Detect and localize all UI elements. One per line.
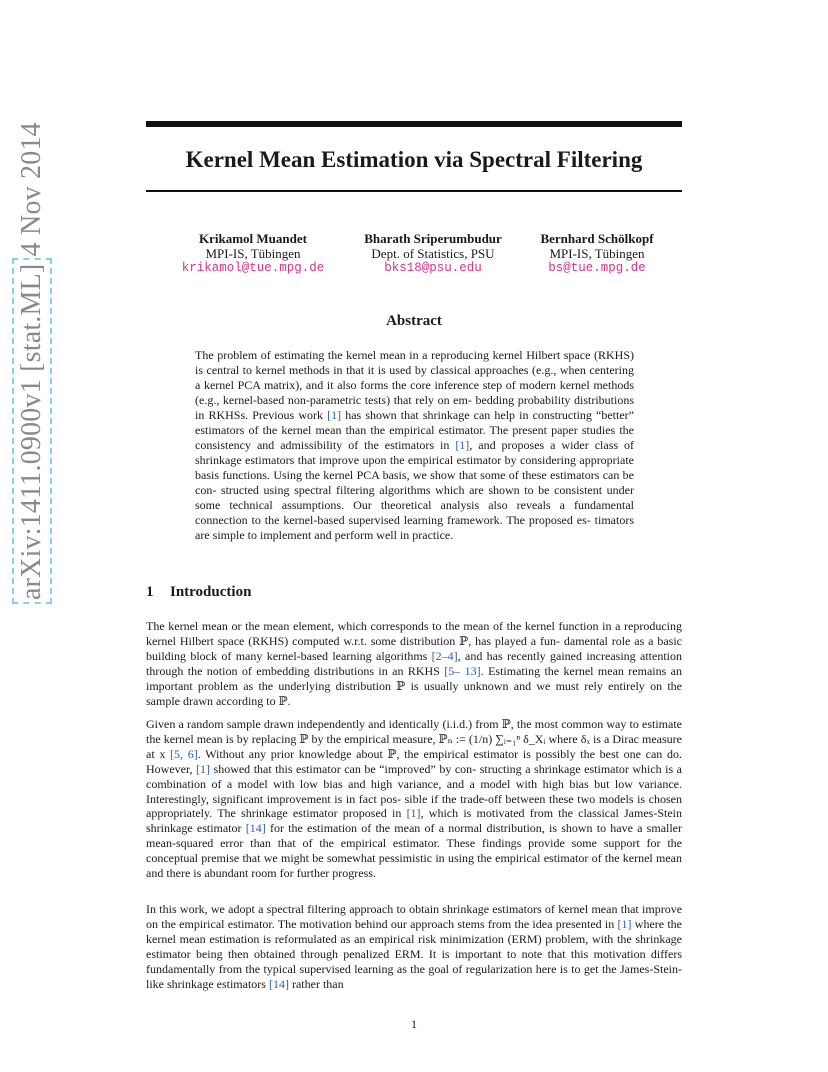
text-line: structing a shrinkage estimator which is a combination of a model with low bias and high variance, [146, 761, 683, 791]
section-heading [146, 584, 251, 601]
text-line: shrinkage can help in constructing “better” estimators of the kernel mean than the [195, 408, 634, 437]
paragraph [146, 619, 682, 708]
author-email-link[interactable]: bks18@psu.edu [384, 261, 482, 275]
author-name: Krikamol Muandet [199, 231, 307, 246]
author-block [522, 231, 672, 276]
author-affiliation: MPI-IS, Tübingen [549, 246, 645, 261]
author-block [168, 231, 338, 276]
text-line: structed using spectral filtering algorithms which are shown to be consistent under [220, 483, 634, 497]
section-number: 1 [146, 584, 154, 600]
text-line: 13]. Estimating the kernel mean remains an important problem as the underlying distribution ℙ is [146, 663, 683, 693]
title-rule-top [146, 121, 682, 127]
text-line: Given a random sample drawn independently and identically (i.i.d.) from ℙ, the most common way [146, 717, 627, 731]
citation-link[interactable]: 13] [464, 663, 481, 678]
text-line: of the estimators in [1], and proposes a wider class of shrinkage estimators that [195, 438, 634, 467]
abstract-heading: Abstract [386, 313, 442, 329]
text-line: that improve on the empirical estimator. The motivation behind our approach stems from the idea [146, 902, 683, 931]
text-line: damental role as a basic building block of many kernel-based learning algorithms [2–4], and has [146, 633, 682, 663]
author-name: Bernhard Schölkopf [540, 231, 654, 246]
text-line: In this work, we adopt a spectral filtering approach to obtain shrinkage estimators of kernel mean [146, 902, 618, 916]
text-line: important to note that this motivation differs fundamentally from the typical supervised learning as [146, 946, 683, 976]
citation-link[interactable]: [1] [455, 438, 470, 452]
text-line: some technical assumptions. Our theoretical analysis also reveals a fundamental [195, 498, 634, 512]
text-line: timators are simple to implement and perform well in practice. [195, 513, 634, 542]
text-line: empirical estimator. The present paper studies the consistency and admissibility [195, 423, 634, 452]
author-name: Bharath Sriperumbudur [364, 231, 502, 246]
author-block [348, 231, 518, 276]
abstract-body [195, 348, 634, 543]
citation-link[interactable]: [1] [196, 761, 211, 776]
author-affiliation: MPI-IS, Tübingen [205, 246, 301, 261]
text-line: reproducing kernel Hilbert space (RKHS) computed w.r.t. some distribution ℙ, has played a fun- [146, 619, 683, 648]
citation-link[interactable]: [1] [406, 806, 421, 821]
text-line: connection to the kernel-based supervised learning framework. The proposed es- [195, 513, 591, 527]
text-line: usually unknown and we must rely entirely on the sample drawn according to ℙ. [146, 678, 682, 708]
text-line: Using the kernel PCA basis, we show that some of these estimators can be con- [195, 468, 635, 497]
author-affiliation: Dept. of Statistics, PSU [371, 246, 495, 261]
citation-link[interactable]: [14] [245, 821, 266, 836]
text-line: that of the empirical estimator. These findings provide some support for the conceptual premise that [146, 836, 682, 866]
text-line: improve upon the empirical estimator by considering appropriate basis functions. [195, 453, 635, 482]
paragraph [146, 902, 682, 991]
text-line: and a model with high bias but low variance. Interestingly, significant improvement is in fact pos- [146, 776, 682, 806]
section-title: Introduction [170, 584, 252, 600]
text-line: modern kernel methods (e.g., kernel-based non-parametric tests) that rely on em- [195, 378, 634, 407]
paper-title: Kernel Mean Estimation via Spectral Filtering [185, 147, 643, 172]
text-line: estimation of the mean of a normal distribution, is shown to have a smaller mean-squared error than [146, 821, 683, 851]
citation-link[interactable]: [5– [444, 663, 461, 678]
text-line: δₓ is a Dirac measure at x [5, 6]. Without any prior knowledge about ℙ, the empirical estimator is [146, 731, 683, 761]
text-line: presented in [1] where the kernel mean estimation is reformulated as an empirical risk minimization [146, 916, 683, 946]
text-line: when centering a kernel PCA matrix), and it also forms the core inference step of [195, 363, 635, 392]
arxiv-stamp: arXiv:1411.0900v1 [stat.ML] 4 Nov 2014 [16, 122, 47, 600]
author-email-link[interactable]: bs@tue.mpg.de [548, 261, 646, 275]
citation-link[interactable]: [14] [268, 976, 289, 991]
citation-link[interactable]: [5, 6] [170, 746, 198, 761]
text-line: (RKHS) is central to kernel methods in that it is used by classical approaches (e.g., [195, 348, 634, 377]
citation-link[interactable]: [1] [617, 916, 632, 931]
title-rule-bottom [146, 190, 682, 192]
citation-link[interactable]: [2–4] [431, 648, 458, 663]
text-line: sible if the trade-off between these two models is chosen appropriately. The shrinkage estimator [146, 791, 682, 821]
text-line: we might be somewhat pessimistic in using the empirical estimator of the kernel mean and there is [146, 851, 683, 881]
author-email-link[interactable]: krikamol@tue.mpg.de [181, 261, 325, 275]
text-line: The kernel mean or the mean element, which corresponds to the mean of the kernel function in a [146, 619, 621, 633]
text-line: abundant room for further progress. [204, 866, 376, 881]
text-line: (ERM) problem, with the shrinkage estimator being then obtained through penalized ERM. It is [146, 931, 682, 961]
text-line: bedding probability distributions in RKHSs. Previous work [1] has shown that [195, 393, 635, 422]
text-line: recently gained increasing attention through the notion of embedding distributions in an RKHS [5– [146, 648, 682, 678]
text-line: The problem of estimating the kernel mean in a reproducing kernel Hilbert space [195, 348, 591, 362]
text-line: the goal of regularization here is to get the James-Stein-like shrinkage estimators [14] rather than [146, 961, 683, 991]
text-line: possibly the best one can do. However, [1] showed that this estimator can be “improved” by con- [146, 746, 683, 776]
citation-link[interactable]: [1] [327, 408, 342, 422]
text-line: proposed in [1], which is motivated from the classical James-Stein shrinkage estimator [14] for the [146, 806, 682, 836]
text-line: to estimate the kernel mean is by replacing ℙ by the empirical measure, ℙₙ := (1/n) ∑ᵢ₌₁ⁿ δ_Xᵢ where [146, 717, 682, 746]
page-number: 1 [411, 1017, 417, 1031]
paragraph [146, 717, 682, 881]
